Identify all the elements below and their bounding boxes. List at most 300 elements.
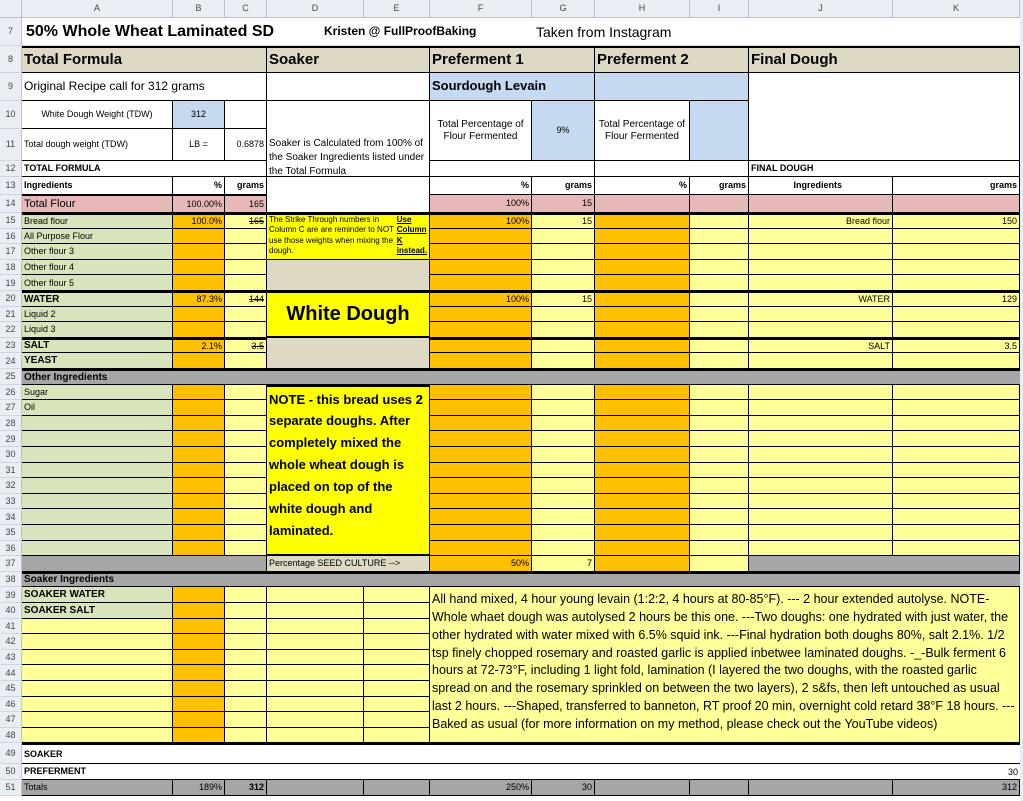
final-dough-caps[interactable]: FINAL DOUGH <box>749 161 1020 177</box>
ingredient-name[interactable]: SALT <box>22 338 173 354</box>
final-other-grams[interactable] <box>893 525 1020 541</box>
other-ingredient-grams[interactable] <box>225 494 267 510</box>
pct-fermented-value-2[interactable] <box>690 101 749 161</box>
pf2-other-pct[interactable] <box>595 463 690 479</box>
pf1-ingredient-pct[interactable]: 100% <box>430 291 532 307</box>
soaker-ingredients-header[interactable]: Soaker Ingredients <box>22 572 1020 588</box>
row-header[interactable]: 16 <box>0 229 22 245</box>
pf1-other-grams[interactable] <box>532 385 595 401</box>
column-header-b[interactable]: B <box>173 0 225 18</box>
soaker-ingredient-pct[interactable] <box>173 665 225 681</box>
final-ingredient-name[interactable] <box>749 275 893 291</box>
soaker-e[interactable] <box>364 697 430 713</box>
row-header[interactable]: 26 <box>0 385 22 401</box>
white-dough-label[interactable]: White Dough <box>267 291 430 338</box>
seed-culture-grams[interactable]: 7 <box>532 556 595 572</box>
ingredient-pct[interactable] <box>173 353 225 369</box>
other-ingredient-pct[interactable] <box>173 431 225 447</box>
totals-cell[interactable]: 30 <box>532 780 595 796</box>
pf2-other-pct[interactable] <box>595 509 690 525</box>
blank-a[interactable] <box>22 634 173 650</box>
pf2-other-grams[interactable] <box>690 463 749 479</box>
pf1-ingredient-pct[interactable] <box>430 229 532 245</box>
seed-culture-label[interactable]: Percentage SEED CULTURE --> <box>267 556 430 572</box>
column-header-j[interactable]: J <box>749 0 893 18</box>
row-header[interactable]: 20 <box>0 291 22 307</box>
totals-cell[interactable] <box>595 780 690 796</box>
row-header[interactable]: 34 <box>0 509 22 525</box>
final-grams-header[interactable]: grams <box>893 177 1020 195</box>
row-header[interactable]: 11 <box>0 129 22 161</box>
soaker-ingredient-pct[interactable] <box>173 697 225 713</box>
other-ingredient-pct[interactable] <box>173 541 225 557</box>
pf1-other-grams[interactable] <box>532 431 595 447</box>
pf2-ingredient-pct[interactable] <box>595 338 690 354</box>
pf2-total-flour-grams[interactable] <box>690 195 749 213</box>
final-total-flour-grams[interactable] <box>893 195 1020 213</box>
section-header-total-formula[interactable]: Total Formula <box>22 46 267 73</box>
final-ingredient-name[interactable] <box>749 244 893 260</box>
other-ingredient-pct[interactable] <box>173 509 225 525</box>
other-ingredient-name[interactable] <box>22 463 173 479</box>
soaker-d[interactable] <box>267 712 364 728</box>
pf2-ingredient-grams[interactable] <box>690 353 749 369</box>
title-main[interactable]: 50% Whole Wheat Laminated SD <box>26 22 275 40</box>
totals-label[interactable]: Totals <box>22 780 173 796</box>
pf2-other-grams[interactable] <box>690 400 749 416</box>
final-other-grams[interactable] <box>893 416 1020 432</box>
ingredient-grams[interactable] <box>225 244 267 260</box>
pf1-ingredient-pct[interactable] <box>430 307 532 323</box>
final-other-grams[interactable] <box>893 431 1020 447</box>
final-other-name[interactable] <box>749 447 893 463</box>
other-ingredient-pct[interactable] <box>173 494 225 510</box>
ingredient-name[interactable]: YEAST <box>22 353 173 369</box>
preferment-total-value[interactable]: 30 <box>1007 766 1018 777</box>
soaker-ingredient-pct[interactable] <box>173 681 225 697</box>
pf1-other-grams[interactable] <box>532 463 595 479</box>
pf1-other-grams[interactable] <box>532 525 595 541</box>
row-header[interactable]: 47 <box>0 712 22 728</box>
pct-fermented-label-2[interactable]: Total Percentage of Flour Fermented <box>595 101 690 161</box>
column-header-k[interactable]: K <box>893 0 1020 18</box>
pf1-ingredient-pct[interactable] <box>430 260 532 276</box>
pf1-ingredient-grams[interactable]: 15 <box>532 291 595 307</box>
soaker-e[interactable] <box>364 665 430 681</box>
pf2-ingredient-pct[interactable] <box>595 244 690 260</box>
other-ingredient-pct[interactable] <box>173 463 225 479</box>
column-header-e[interactable]: E <box>364 0 430 18</box>
final-ingredient-grams[interactable] <box>893 260 1020 276</box>
ingredient-name[interactable]: Other flour 5 <box>22 275 173 291</box>
pf1-ingredient-pct[interactable] <box>430 244 532 260</box>
soaker-e[interactable] <box>364 634 430 650</box>
pf2-seed-grams[interactable] <box>690 556 749 572</box>
final-other-name[interactable] <box>749 478 893 494</box>
column-header-g[interactable]: G <box>532 0 595 18</box>
final-dough-blank[interactable] <box>749 73 1020 161</box>
pf2-ingredient-grams[interactable] <box>690 229 749 245</box>
pf2-other-pct[interactable] <box>595 478 690 494</box>
title-author[interactable]: Kristen @ FullProofBaking <box>324 24 477 39</box>
final-other-grams[interactable] <box>893 478 1020 494</box>
soaker-ingredient-pct[interactable] <box>173 634 225 650</box>
soaker-e[interactable] <box>364 650 430 666</box>
ingredient-grams[interactable] <box>225 275 267 291</box>
pf1-other-pct[interactable] <box>430 447 532 463</box>
pf2-ingredient-grams[interactable] <box>690 322 749 338</box>
totals-cell[interactable] <box>267 780 364 796</box>
final-ingredient-grams[interactable]: 3.5 <box>893 338 1020 354</box>
row-header[interactable]: 40 <box>0 603 22 619</box>
ingredient-pct[interactable] <box>173 229 225 245</box>
other-ingredients-header[interactable]: Other Ingredients <box>22 369 1020 385</box>
row-header[interactable]: 33 <box>0 494 22 510</box>
soaker-ingredient-grams[interactable] <box>225 681 267 697</box>
pf1-ingredient-grams[interactable] <box>532 353 595 369</box>
soaker-ingredient-pct[interactable] <box>173 587 225 603</box>
row-header[interactable]: 30 <box>0 447 22 463</box>
row-header[interactable]: 13 <box>0 177 22 195</box>
other-ingredient-grams[interactable] <box>225 431 267 447</box>
final-ingredient-grams[interactable] <box>893 307 1020 323</box>
select-all-corner[interactable] <box>0 0 22 18</box>
title-source[interactable]: Taken from Instagram <box>536 23 672 40</box>
soaker-d[interactable] <box>267 728 364 744</box>
totals-cell[interactable]: 189% <box>173 780 225 796</box>
column-header-a[interactable]: A <box>22 0 173 18</box>
total-formula-caps[interactable]: TOTAL FORMULA <box>22 161 267 177</box>
pf1-other-pct[interactable] <box>430 478 532 494</box>
final-ingredient-name[interactable] <box>749 229 893 245</box>
row-header[interactable]: 19 <box>0 275 22 291</box>
pf2-other-grams[interactable] <box>690 431 749 447</box>
soaker-d[interactable] <box>267 603 364 619</box>
pf1-other-grams[interactable] <box>532 447 595 463</box>
pf2-other-pct[interactable] <box>595 400 690 416</box>
ingredient-grams[interactable] <box>225 322 267 338</box>
soaker-ingredient-name[interactable]: SOAKER WATER <box>22 587 173 603</box>
pf2-ingredient-grams[interactable] <box>690 244 749 260</box>
pf2-other-grams[interactable] <box>690 416 749 432</box>
pct-fermented-value-1[interactable]: 9% <box>532 101 595 161</box>
pf1-ingredient-grams[interactable] <box>532 307 595 323</box>
other-ingredient-name[interactable] <box>22 541 173 557</box>
soaker-ingredient-pct[interactable] <box>173 619 225 635</box>
soaker-ingredient-grams[interactable] <box>225 665 267 681</box>
pf2-ingredient-grams[interactable] <box>690 338 749 354</box>
row-header[interactable]: 15 <box>0 213 22 229</box>
ingredient-pct[interactable] <box>173 322 225 338</box>
other-ingredient-name[interactable]: Oil <box>22 400 173 416</box>
totals-cell[interactable]: 312 <box>893 780 1020 796</box>
totals-cell[interactable] <box>690 780 749 796</box>
soaker-d[interactable] <box>267 665 364 681</box>
total-flour-pct[interactable]: 100.00% <box>173 195 225 213</box>
column-header-c[interactable]: C <box>225 0 267 18</box>
soaker-e[interactable] <box>364 681 430 697</box>
pf2-ingredient-grams[interactable] <box>690 213 749 229</box>
row-header[interactable]: 48 <box>0 728 22 744</box>
other-ingredient-name[interactable]: Sugar <box>22 385 173 401</box>
pf1-other-grams[interactable] <box>532 541 595 557</box>
pf1-other-pct[interactable] <box>430 494 532 510</box>
pf2-ingredient-grams[interactable] <box>690 275 749 291</box>
lb-label[interactable]: LB = <box>173 129 225 161</box>
row-header[interactable]: 38 <box>0 572 22 588</box>
pf1-ingredient-pct[interactable] <box>430 322 532 338</box>
other-ingredient-pct[interactable] <box>173 385 225 401</box>
row-header[interactable]: 24 <box>0 353 22 369</box>
pf1-ingredient-grams[interactable]: 15 <box>532 213 595 229</box>
row-header[interactable]: 45 <box>0 681 22 697</box>
pf1-other-pct[interactable] <box>430 385 532 401</box>
ingredient-pct[interactable] <box>173 275 225 291</box>
other-ingredient-grams[interactable] <box>225 416 267 432</box>
pf2-pct-header[interactable]: % <box>595 177 690 195</box>
ingredient-grams[interactable] <box>225 353 267 369</box>
pf2-ingredient-grams[interactable] <box>690 307 749 323</box>
grams-header[interactable]: grams <box>225 177 267 195</box>
row-header[interactable]: 41 <box>0 619 22 635</box>
pf2-other-grams[interactable] <box>690 494 749 510</box>
other-ingredient-grams[interactable] <box>225 463 267 479</box>
final-other-name[interactable] <box>749 416 893 432</box>
pf1-other-pct[interactable] <box>430 416 532 432</box>
final-other-grams[interactable] <box>893 447 1020 463</box>
soaker-note[interactable]: Soaker is Calculated from 100% of the Soaker Ingredients listed under the Total Formula <box>267 101 430 177</box>
pf1-ingredient-grams[interactable] <box>532 229 595 245</box>
preferment-total-label[interactable]: PREFERMENT <box>22 764 1020 780</box>
section-header-preferment2[interactable]: Preferment 2 <box>595 46 749 73</box>
final-ingredient-name[interactable]: WATER <box>749 291 893 307</box>
row-header[interactable]: 32 <box>0 478 22 494</box>
pf2-other-grams[interactable] <box>690 478 749 494</box>
pf1-ingredient-grams[interactable] <box>532 260 595 276</box>
soaker-blank-23[interactable] <box>267 338 430 369</box>
pf1-ingredient-pct[interactable] <box>430 275 532 291</box>
pf2-seed-pct[interactable] <box>595 556 690 572</box>
blank-c10[interactable] <box>225 101 267 129</box>
soaker-ingredient-grams[interactable] <box>225 697 267 713</box>
row-header[interactable]: 39 <box>0 587 22 603</box>
final-ingredient-name[interactable]: SALT <box>749 338 893 354</box>
other-ingredient-name[interactable] <box>22 431 173 447</box>
levain-label[interactable]: Sourdough Levain <box>430 73 595 101</box>
soaker-d[interactable] <box>267 697 364 713</box>
ingredient-grams[interactable]: 165 <box>225 213 267 229</box>
soaker-ingredient-grams[interactable] <box>225 728 267 744</box>
pf2-other-pct[interactable] <box>595 431 690 447</box>
blank-a[interactable] <box>22 665 173 681</box>
ingredient-pct[interactable] <box>173 260 225 276</box>
pf2-ingredient-grams[interactable] <box>690 291 749 307</box>
soaker-d[interactable] <box>267 650 364 666</box>
ingredient-pct[interactable]: 87.3% <box>173 291 225 307</box>
pf2-other-pct[interactable] <box>595 525 690 541</box>
ingredient-name[interactable]: WATER <box>22 291 173 307</box>
final-other-name[interactable] <box>749 494 893 510</box>
soaker-ingredient-pct[interactable] <box>173 712 225 728</box>
totals-cell[interactable]: 250% <box>430 780 532 796</box>
soaker-e[interactable] <box>364 603 430 619</box>
pf2-ingredient-pct[interactable] <box>595 213 690 229</box>
ingredient-grams[interactable] <box>225 229 267 245</box>
pf1-total-flour-grams[interactable]: 15 <box>532 195 595 213</box>
soaker-blank-18[interactable] <box>267 260 430 291</box>
soaker-ingredient-pct[interactable] <box>173 728 225 744</box>
final-ingredient-grams[interactable] <box>893 353 1020 369</box>
pf1-other-pct[interactable] <box>430 400 532 416</box>
final-other-grams[interactable] <box>893 541 1020 557</box>
ingredient-name[interactable]: Bread flour <box>22 213 173 229</box>
final-ingredient-grams[interactable] <box>893 322 1020 338</box>
column-header-f[interactable]: F <box>430 0 532 18</box>
blank-a[interactable] <box>22 712 173 728</box>
row-header[interactable]: 23 <box>0 338 22 354</box>
section-header-preferment1[interactable]: Preferment 1 <box>430 46 595 73</box>
lb-value[interactable]: 0.6878 <box>225 129 267 161</box>
pf2-ingredient-pct[interactable] <box>595 260 690 276</box>
final-other-grams[interactable] <box>893 400 1020 416</box>
other-ingredient-name[interactable] <box>22 447 173 463</box>
other-ingredient-grams[interactable] <box>225 541 267 557</box>
soaker-ingredient-grams[interactable] <box>225 712 267 728</box>
pf2-other-grams[interactable] <box>690 509 749 525</box>
other-ingredient-grams[interactable] <box>225 478 267 494</box>
pf1-other-grams[interactable] <box>532 416 595 432</box>
blank-a[interactable] <box>22 650 173 666</box>
strike-through-note[interactable] <box>267 213 430 260</box>
soaker-d[interactable] <box>267 619 364 635</box>
row-header[interactable]: 43 <box>0 650 22 666</box>
pf1-ingredient-grams[interactable] <box>532 338 595 354</box>
other-ingredient-pct[interactable] <box>173 525 225 541</box>
other-ingredient-name[interactable] <box>22 509 173 525</box>
other-ingredient-name[interactable] <box>22 494 173 510</box>
row-header[interactable]: 8 <box>0 46 22 73</box>
pf1-ingredient-pct[interactable]: 100% <box>430 213 532 229</box>
baking-instructions[interactable]: All hand mixed, 4 hour young levain (1:2:2, 4 hours at 80-85°F). --- 2 hour extended autolyse. NOTE- Whole whaet dough was autolysed 2 hours be this one. ---Two doughs: one hydrated with just water, the other hydrated with water mixed with 6.5% squid ink. ---Final hydration both doughs 80%, salt 2.1%. 1/2 tsp finely chopped rosemary and roasted garlic is applied inbetwee laminated doughs. -_-Bulk ferment 6 hours at 72-73°F, including 1 light fold, lamination (I layered the two doughs, with the roasted garlic spread on and the rosemary sprinkled on between the two layers), 2 s&fs, then left untouched as usual last 2 hours. ---Shaped, transferred to banneton, RT proof 20 min, overnight cold retard 38°F 18 hours. ---Baked as usual (for more information on my method, please check out the YouTube videos) <box>430 587 1020 743</box>
ingredient-name[interactable]: All Purpose Flour <box>22 229 173 245</box>
row-header[interactable]: 50 <box>0 764 22 780</box>
final-ingredients-header[interactable]: Ingredients <box>749 177 893 195</box>
ingredient-pct[interactable] <box>173 244 225 260</box>
pf1-ingredient-grams[interactable] <box>532 322 595 338</box>
pf2-grams-header[interactable]: grams <box>690 177 749 195</box>
pf2-other-grams[interactable] <box>690 541 749 557</box>
row-header[interactable]: 12 <box>0 161 22 177</box>
original-recipe-label[interactable]: Original Recipe call for 312 grams <box>22 73 267 101</box>
final-ingredient-grams[interactable] <box>893 229 1020 245</box>
pf1-total-flour-pct[interactable]: 100% <box>430 195 532 213</box>
pf1-ingredient-pct[interactable] <box>430 338 532 354</box>
white-dough-weight-label[interactable]: White Dough Weight (TDW) <box>22 101 173 129</box>
pf2-other-grams[interactable] <box>690 447 749 463</box>
other-ingredient-grams[interactable] <box>225 385 267 401</box>
final-other-grams[interactable] <box>893 494 1020 510</box>
row-header[interactable]: 46 <box>0 697 22 713</box>
other-ingredient-pct[interactable] <box>173 416 225 432</box>
pf2-other-pct[interactable] <box>595 494 690 510</box>
final-ingredient-name[interactable] <box>749 353 893 369</box>
pf2-other-pct[interactable] <box>595 385 690 401</box>
row-header[interactable]: 21 <box>0 307 22 323</box>
soaker-e[interactable] <box>364 712 430 728</box>
soaker-d[interactable] <box>267 634 364 650</box>
soaker-ingredient-pct[interactable] <box>173 650 225 666</box>
other-ingredient-pct[interactable] <box>173 478 225 494</box>
row-header[interactable]: 10 <box>0 101 22 129</box>
soaker-ingredient-grams[interactable] <box>225 603 267 619</box>
other-ingredient-name[interactable] <box>22 416 173 432</box>
pf1-other-grams[interactable] <box>532 494 595 510</box>
ingredient-grams[interactable] <box>225 260 267 276</box>
pf1-pct-header[interactable]: % <box>430 177 532 195</box>
row37-gray-final[interactable] <box>749 556 1020 572</box>
soaker-ingredient-pct[interactable] <box>173 603 225 619</box>
final-other-name[interactable] <box>749 431 893 447</box>
ingredient-name[interactable]: Liquid 3 <box>22 322 173 338</box>
other-ingredient-grams[interactable] <box>225 400 267 416</box>
pf2-ingredient-pct[interactable] <box>595 291 690 307</box>
final-ingredient-name[interactable] <box>749 322 893 338</box>
row-header[interactable]: 35 <box>0 525 22 541</box>
final-ingredient-name[interactable]: Bread flour <box>749 213 893 229</box>
pf2-other-pct[interactable] <box>595 447 690 463</box>
total-dough-weight-label[interactable]: Total dough weight (TDW) <box>22 129 173 161</box>
pf1-other-grams[interactable] <box>532 478 595 494</box>
row-header[interactable]: 22 <box>0 322 22 338</box>
soaker-ingredient-grams[interactable] <box>225 619 267 635</box>
blank-f12[interactable] <box>430 161 595 177</box>
row-header[interactable]: 28 <box>0 416 22 432</box>
soaker-ingredient-grams[interactable] <box>225 650 267 666</box>
soaker-e[interactable] <box>364 587 430 603</box>
final-ingredient-name[interactable] <box>749 307 893 323</box>
seed-culture-pct[interactable]: 50% <box>430 556 532 572</box>
pf2-ingredient-pct[interactable] <box>595 307 690 323</box>
other-ingredient-pct[interactable] <box>173 400 225 416</box>
ingredient-pct[interactable] <box>173 307 225 323</box>
blank-h12[interactable] <box>595 161 749 177</box>
column-header-i[interactable]: I <box>690 0 749 18</box>
row-header[interactable]: 36 <box>0 541 22 557</box>
pf2-other-pct[interactable] <box>595 541 690 557</box>
pf2-other-grams[interactable] <box>690 385 749 401</box>
final-other-name[interactable] <box>749 463 893 479</box>
pf1-other-pct[interactable] <box>430 509 532 525</box>
final-ingredient-grams[interactable] <box>893 244 1020 260</box>
soaker-ingredient-grams[interactable] <box>225 587 267 603</box>
pct-header[interactable]: % <box>173 177 225 195</box>
pf2-other-pct[interactable] <box>595 416 690 432</box>
final-other-grams[interactable] <box>893 509 1020 525</box>
row-header[interactable]: 18 <box>0 260 22 276</box>
pf1-other-pct[interactable] <box>430 525 532 541</box>
totals-cell[interactable] <box>364 780 430 796</box>
pf1-other-pct[interactable] <box>430 541 532 557</box>
final-ingredient-grams[interactable]: 129 <box>893 291 1020 307</box>
ingredient-name[interactable]: Liquid 2 <box>22 307 173 323</box>
pf1-other-grams[interactable] <box>532 400 595 416</box>
soaker-e[interactable] <box>364 619 430 635</box>
soaker-ingredient-grams[interactable] <box>225 634 267 650</box>
row-header[interactable]: 44 <box>0 665 22 681</box>
other-ingredient-name[interactable] <box>22 478 173 494</box>
row-header[interactable]: 51 <box>0 780 22 796</box>
row-header[interactable]: 9 <box>0 73 22 101</box>
